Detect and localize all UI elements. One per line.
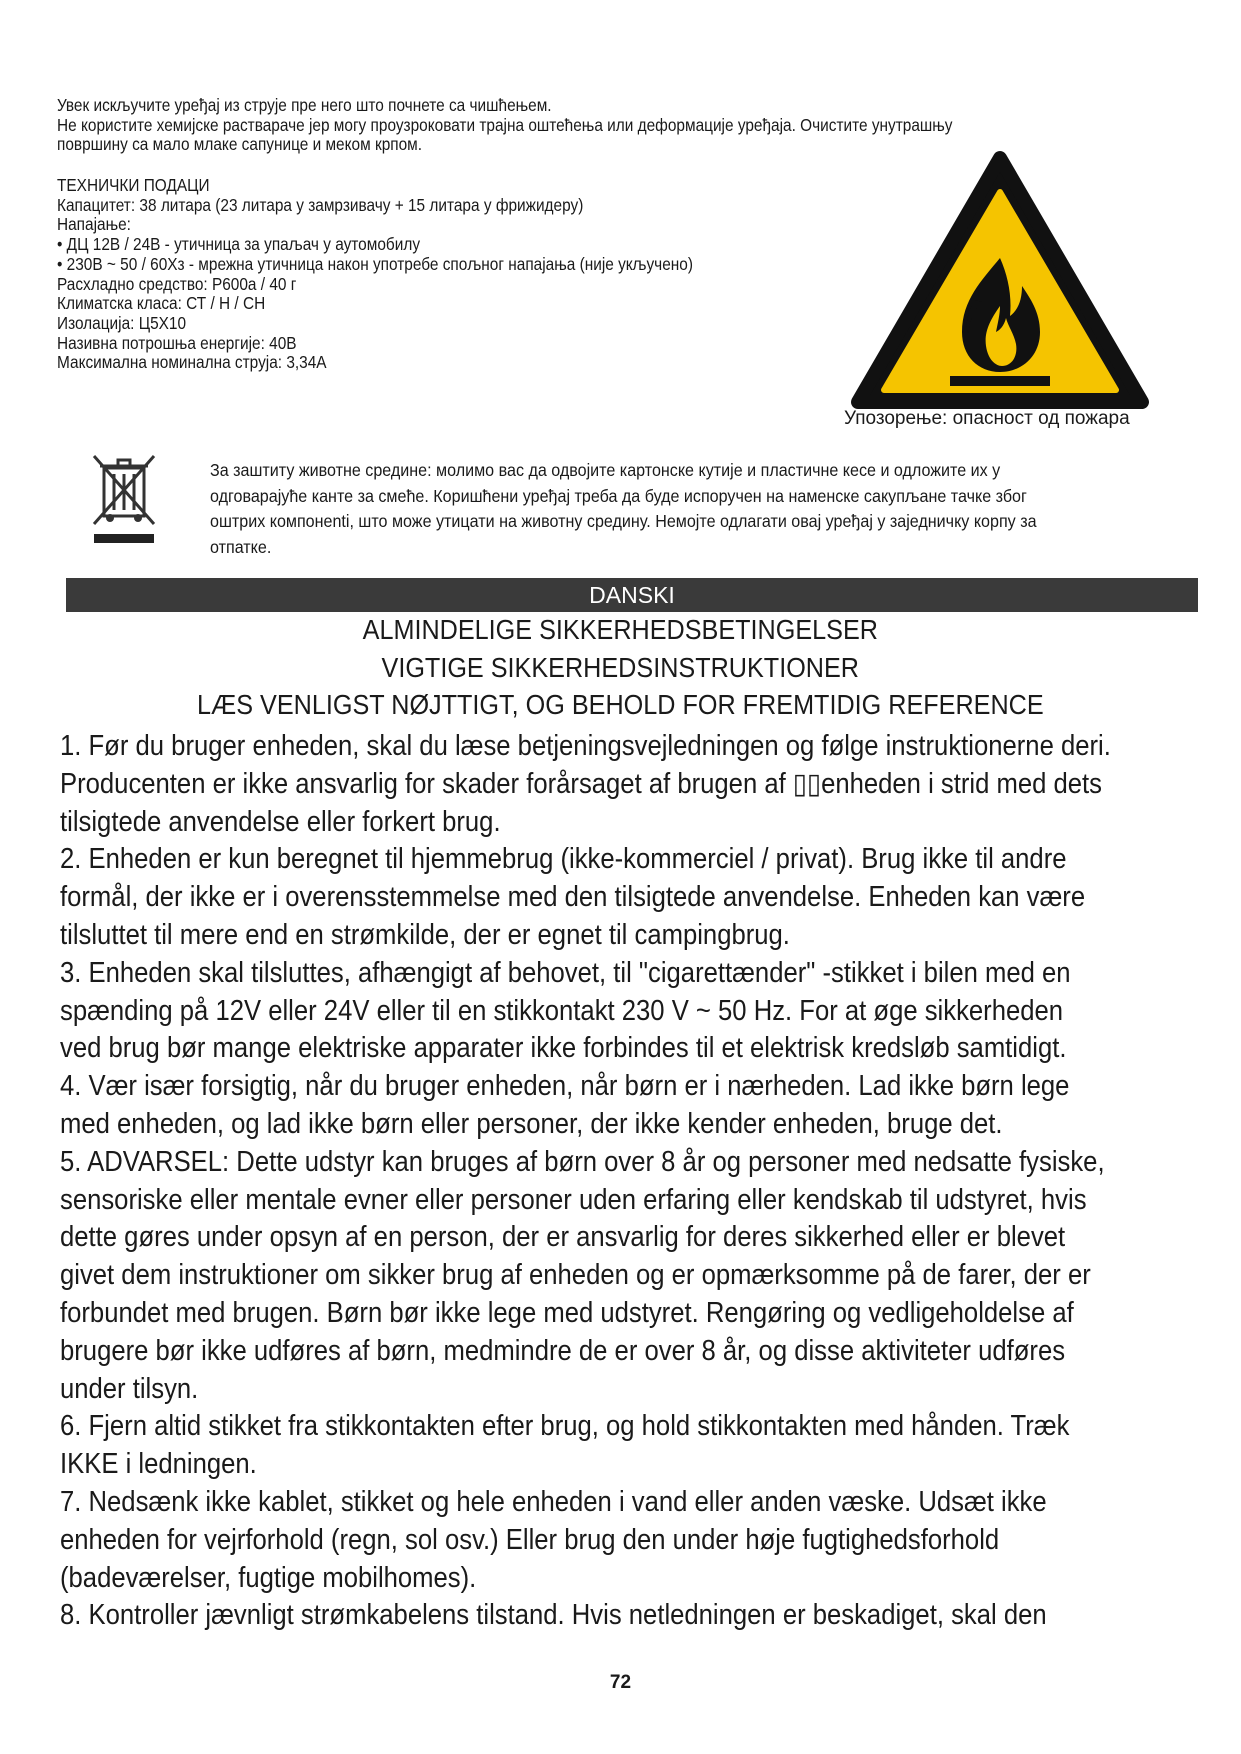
text-line: одговарајуће канте за смеће. Коришћени уређај треба да буде испоручен на наменске сакупљане тачке због — [210, 485, 1027, 506]
section-heading — [0, 614, 1241, 646]
text-line: 5. ADVARSEL: Dette udstyr kan bruges af børn over 8 år og personer med nedsatte fysiske, — [60, 1145, 1105, 1178]
text-line: ved brug bør mange elektriske apparater ikke forbindes til et elektrisk kredsløb samtidigt. — [60, 1032, 1067, 1065]
text-line: enheden for vejrforhold (regn, sol osv.) Eller brug den under høje fugtighedsforhold — [60, 1523, 1000, 1556]
heading-text: VIGTIGE SIKKERHEDSINSTRUKTIONER — [381, 652, 860, 683]
text-line: givet dem instruktioner om sikker brug af enheden og er opmærksomme på de farer, der er — [60, 1259, 1091, 1292]
text-line: sensoriske eller mentale evner eller personer uden erfaring eller kendskab til udstyret, hvis — [60, 1183, 1087, 1216]
heading-text: ALMINDELIGE SIKKERHEDSBETINGELSER — [362, 614, 879, 645]
text-line: Напајање: — [57, 214, 131, 235]
text-line: отпатке. — [210, 536, 272, 557]
text-line: Расхладно средство: Р600а / 40 г — [57, 273, 297, 294]
text-line: Максимална номинална струја: 3,34А — [57, 352, 327, 373]
page-number: 72 — [609, 1672, 632, 1693]
heading-text: LÆS VENLIGST NØJTTIGT, OG BEHOLD FOR FREMTIDIG REFERENCE — [197, 689, 1044, 720]
section-subheading — [0, 652, 1241, 684]
text-line: IKKE i ledningen. — [60, 1448, 257, 1481]
text-line: spænding på 12V eller 24V eller til en stikkontakt 230 V ~ 50 Hz. For at øge sikkerheden — [60, 994, 1064, 1027]
text-line: brugere bør ikke udføres af børn, medmindre de er over 8 år, og disse aktiviteter udføres — [60, 1334, 1066, 1367]
text-line: Producenten er ikke ansvarlig for skader forårsaget af brugen af ▯▯enheden i strid med dets — [60, 767, 1102, 800]
section-reference-heading — [0, 689, 1241, 721]
cleaning-instructions — [57, 96, 1016, 155]
text-line: forbundet med brugen. Børn bør ikke lege med udstyret. Rengøring og vedligeholdelse af — [60, 1296, 1074, 1329]
text-line: 1. Før du bruger enheden, skal du læse betjeningsvejledningen og følge instruktionerne deri. — [60, 730, 1111, 762]
text-line: • 230В ~ 50 / 60Хз - мрежна утичница након употребе спољног напајања (није укључено) — [57, 253, 693, 274]
text-line: (badeværelser, fugtige mobilhomes). — [60, 1561, 477, 1594]
text-line: Увек искључите уређај из струје пре него што почнете са чишћењем. — [57, 95, 552, 115]
text-line: med enheden, og lad ikke børn eller personer, der ikke kender enheden, bruge det. — [60, 1107, 1003, 1140]
text-line: Називна потрошња енергије: 40В — [57, 332, 297, 353]
text-line: површину са мало млаке сапунице и меком крпом. — [57, 134, 423, 154]
text-line: under tilsyn. — [60, 1372, 199, 1405]
technical-data — [57, 176, 849, 373]
text-line: 3. Enheden skal tilsluttes, afhængigt af behovet, til "cigarettænder" -stikket i bilen med en — [60, 956, 1071, 989]
text-line: 8. Kontroller jævnligt strømkabelens tilstand. Hvis netledningen er beskadiget, skal den — [60, 1599, 1047, 1632]
text-line: За заштиту животне средине: молимо вас да одвојите картонске кутије и пластичне кесе и одложите их у — [210, 460, 1001, 480]
text-line: Изолација: Ц5Х10 — [57, 312, 187, 333]
technical-heading: ТЕХНИЧКИ ПОДАЦИ — [57, 175, 210, 195]
text-line: • ДЦ 12В / 24В - утичница за упаљач у аутомобилу — [57, 234, 421, 255]
text-line: 4. Vær især forsigtig, når du bruger enheden, når børn er i nærheden. Lad ikke børn lege — [60, 1070, 1070, 1103]
text-line: tilsigtede anvendelse eller forkert brug. — [60, 805, 501, 838]
text-line: 2. Enheden er kun beregnet til hjemmebrug (ikke-kommerciel / privat). Brug ikke til andre — [60, 843, 1067, 876]
fire-hazard-warning-icon — [850, 150, 1150, 412]
environment-notice — [210, 458, 1112, 560]
text-line: tilsluttet til mere end en strømkilde, der er egnet til campingbrug. — [60, 918, 790, 951]
text-line: Не користите хемијске раствараче јер могу проузроковати трајна оштећења или деформације уређаја. Очистите унутрашњу — [57, 114, 953, 135]
danish-safety-instructions — [60, 728, 1122, 1635]
crossed-out-bin-icon — [90, 452, 158, 546]
warning-caption: Упозорење: опасност од пожара — [844, 408, 1130, 429]
text-line: Капацитет: 38 литара (23 литара у замрзивачу + 15 литара у фрижидеру) — [57, 194, 584, 215]
text-line: 7. Nedsænk ikke kablet, stikket og hele enheden i vand eller anden væske. Udsæt ikke — [60, 1485, 1047, 1518]
text-line: Климатска класа: СТ / Н / СН — [57, 293, 266, 314]
text-line: dette gøres under opsyn af en person, der er ansvarlig for deres sikkerhed eller er blevet — [60, 1221, 1066, 1254]
language-section-bar: DANSKI — [66, 578, 1198, 612]
text-line: 6. Fjern altid stikket fra stikkontakten efter brug, og hold stikkontakten med hånden. Træk — [60, 1410, 1070, 1443]
text-line: formål, der ikke er i overensstemmelse med den tilsigtede anvendelse. Enheden kan være — [60, 881, 1086, 914]
text-line: оштрих компонenti, што може утицати на животну средину. Немојте одлагати овај уређај у заједничку корпу за — [210, 511, 1037, 531]
